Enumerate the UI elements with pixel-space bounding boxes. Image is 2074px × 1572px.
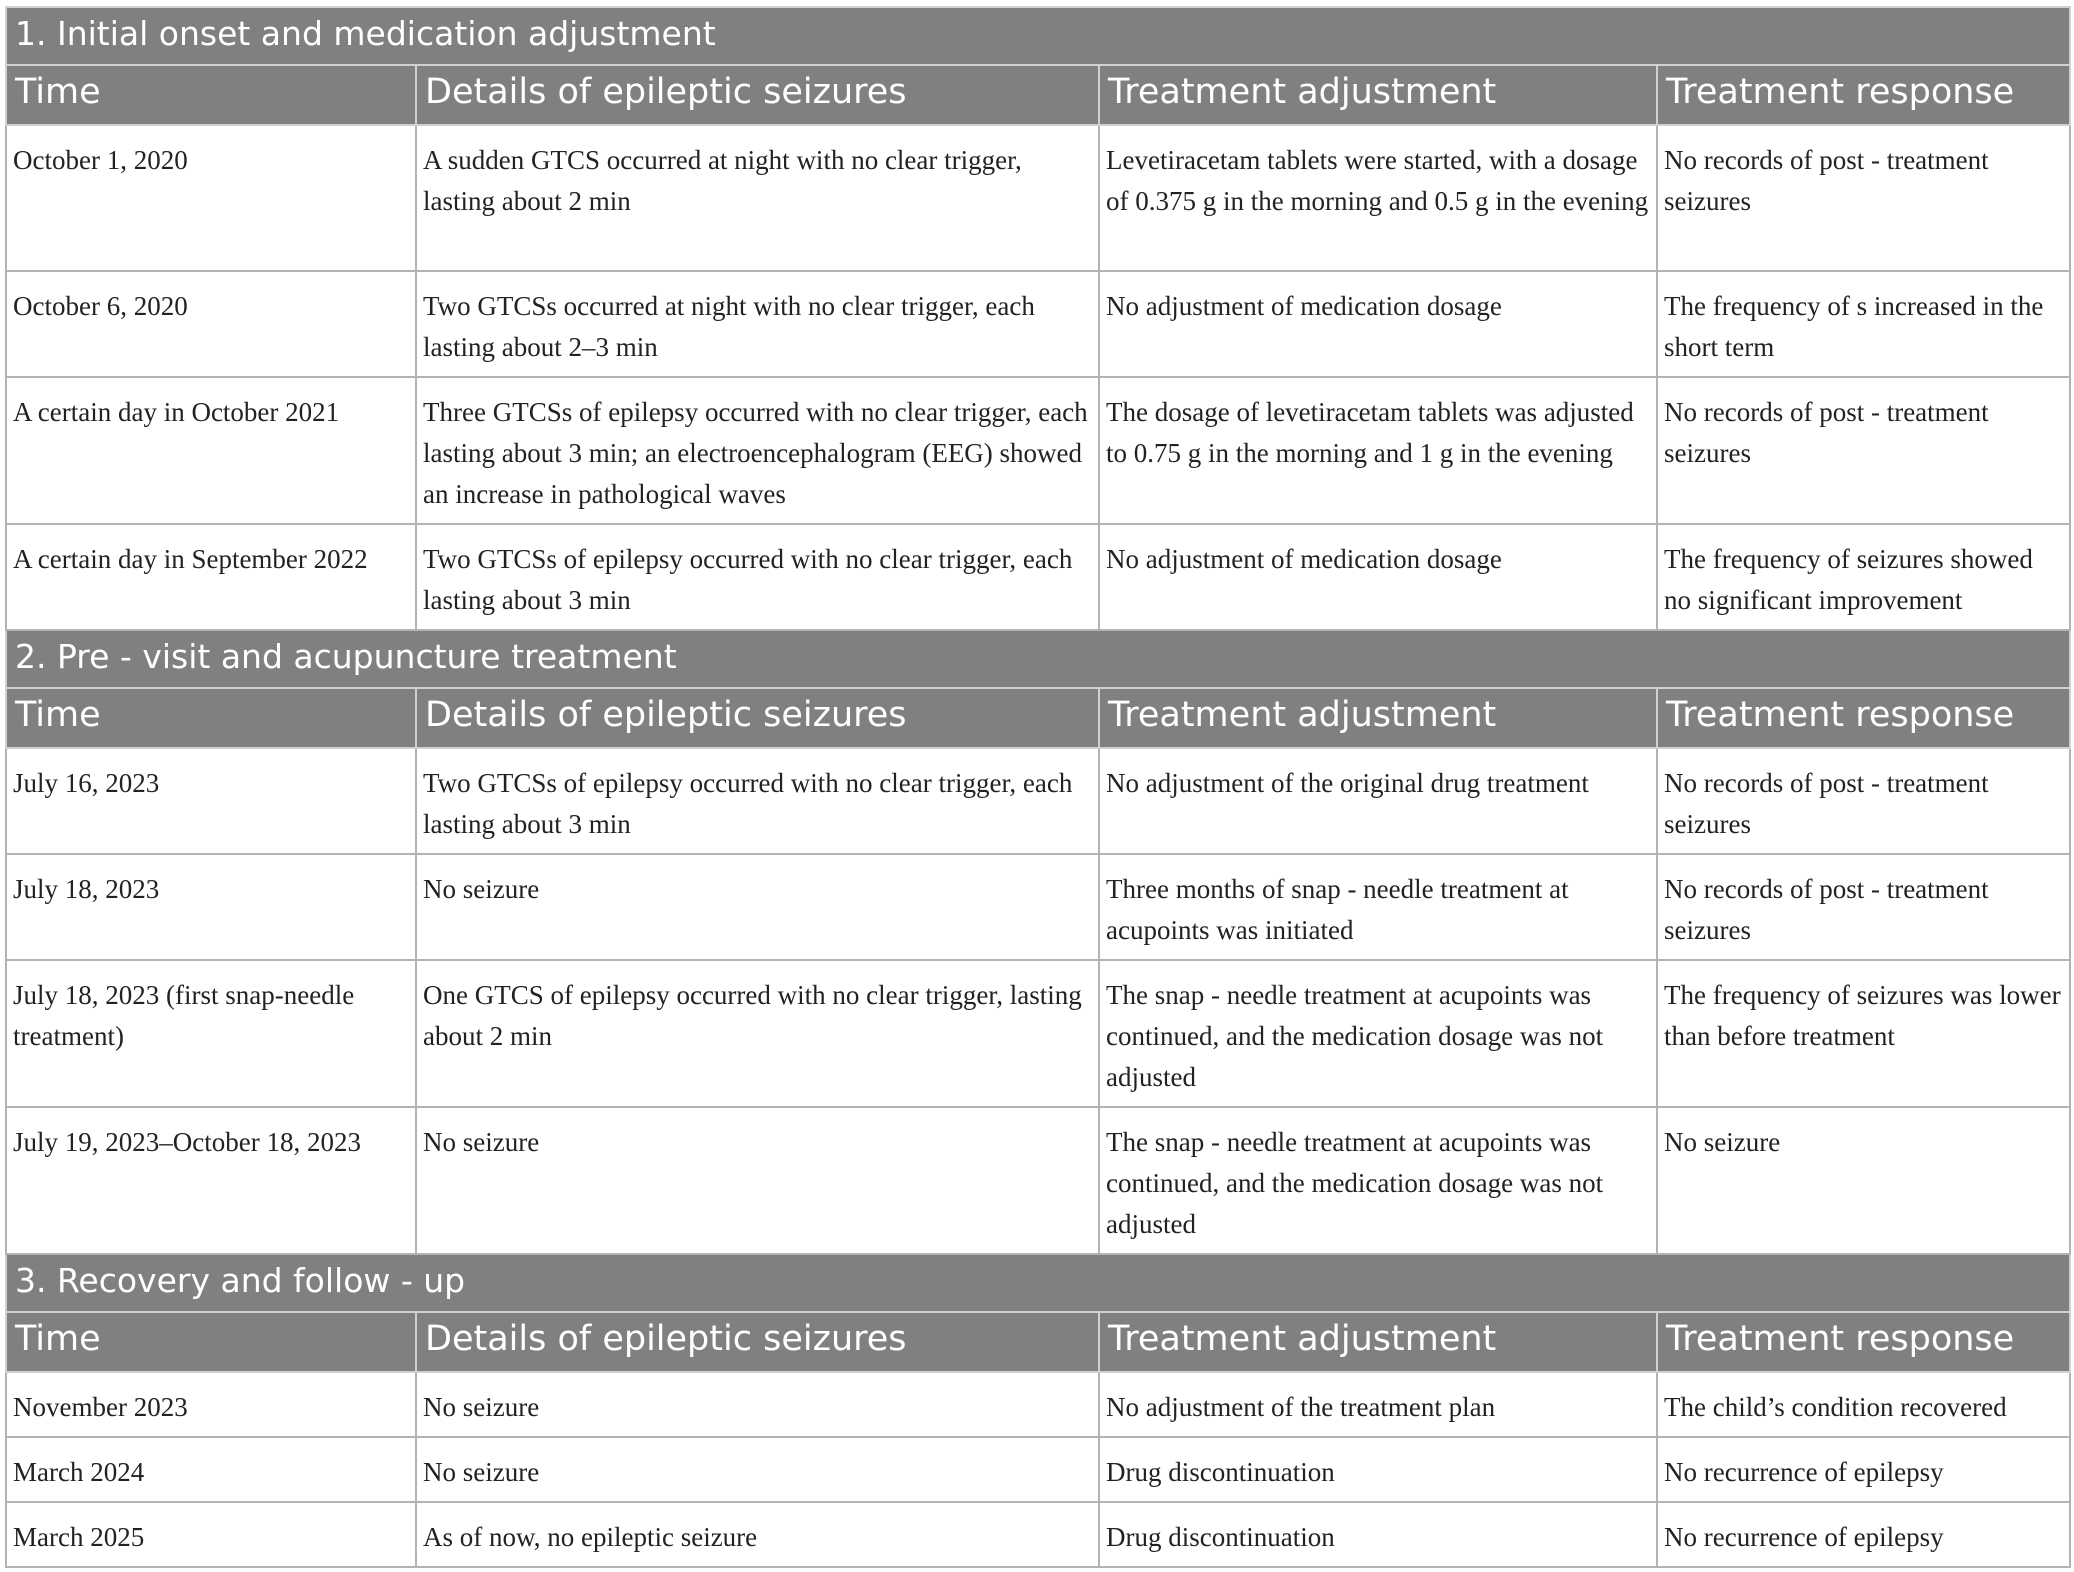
cell-details: As of now, no epileptic seizure [416,1502,1099,1567]
cell-time: March 2024 [6,1437,416,1502]
cell-adjustment: The snap - needle treatment at acupoints was continued, and the medication dosage was not adjusted [1099,1107,1657,1254]
table-row [6,748,2070,854]
cell-response: No recurrence of epilepsy [1657,1502,2070,1567]
cell-details: No seizure [416,1107,1099,1254]
cell-time: October 1, 2020 [6,125,416,271]
header-response: Treatment response [1657,1312,2070,1372]
cell-details: Two GTCSs of epilepsy occurred with no clear trigger, each lasting about 3 min [416,524,1099,630]
cell-response: The child’s condition recovered [1657,1372,2070,1437]
cell-adjustment: The snap - needle treatment at acupoints was continued, and the medication dosage was not adjusted [1099,960,1657,1107]
cell-details: No seizure [416,1372,1099,1437]
cell-time: July 16, 2023 [6,748,416,854]
header-time: Time [6,1312,416,1372]
header-adjustment: Treatment adjustment [1099,65,1657,125]
table-row [6,960,2070,1107]
header-time: Time [6,688,416,748]
table-row [6,1107,2070,1254]
header-response: Treatment response [1657,688,2070,748]
cell-response: The frequency of s increased in the short term [1657,271,2070,377]
cell-response: The frequency of seizures showed no significant improvement [1657,524,2070,630]
table-row [6,524,2070,630]
cell-time: July 18, 2023 (first snap-needle treatment) [6,960,416,1107]
section-title: 2. Pre - visit and acupuncture treatment [6,630,2070,688]
column-header-row [6,688,2070,748]
cell-details: Three GTCSs of epilepsy occurred with no clear trigger, each lasting about 3 min; an electroencephalogram (EEG) showed an increase in pathological waves [416,377,1099,524]
table-row [6,377,2070,524]
cell-details: A sudden GTCS occurred at night with no clear trigger, lasting about 2 min [416,125,1099,271]
cell-adjustment: No adjustment of medication dosage [1099,524,1657,630]
table-row [6,1372,2070,1437]
cell-adjustment: No adjustment of medication dosage [1099,271,1657,377]
cell-response: No records of post - treatment seizures [1657,125,2070,271]
cell-details: One GTCS of epilepsy occurred with no clear trigger, lasting about 2 min [416,960,1099,1107]
header-time: Time [6,65,416,125]
header-details: Details of epileptic seizures [416,688,1099,748]
timeline-table [5,6,2071,1568]
table-row [6,125,2070,271]
table-row [6,1437,2070,1502]
table-row [6,1502,2070,1567]
header-adjustment: Treatment adjustment [1099,1312,1657,1372]
cell-time: A certain day in September 2022 [6,524,416,630]
section-3 [6,1254,2070,1567]
header-details: Details of epileptic seizures [416,1312,1099,1372]
cell-time: October 6, 2020 [6,271,416,377]
column-header-row [6,1312,2070,1372]
cell-response: The frequency of seizures was lower than before treatment [1657,960,2070,1107]
cell-time: July 19, 2023–October 18, 2023 [6,1107,416,1254]
cell-time: March 2025 [6,1502,416,1567]
header-details: Details of epileptic seizures [416,65,1099,125]
column-header-row [6,65,2070,125]
table-row [6,271,2070,377]
header-adjustment: Treatment adjustment [1099,688,1657,748]
header-response: Treatment response [1657,65,2070,125]
cell-details: No seizure [416,1437,1099,1502]
cell-adjustment: Three months of snap - needle treatment at acupoints was initiated [1099,854,1657,960]
cell-response: No records of post - treatment seizures [1657,748,2070,854]
cell-response: No records of post - treatment seizures [1657,377,2070,524]
cell-time: A certain day in October 2021 [6,377,416,524]
cell-time: November 2023 [6,1372,416,1437]
cell-time: July 18, 2023 [6,854,416,960]
cell-response: No records of post - treatment seizures [1657,854,2070,960]
table-row [6,854,2070,960]
section-2 [6,630,2070,1254]
cell-adjustment: Drug discontinuation [1099,1437,1657,1502]
cell-adjustment: The dosage of levetiracetam tablets was adjusted to 0.75 g in the morning and 1 g in the evening [1099,377,1657,524]
cell-adjustment: No adjustment of the treatment plan [1099,1372,1657,1437]
section-title: 1. Initial onset and medication adjustment [6,7,2070,65]
cell-details: Two GTCSs of epilepsy occurred with no clear trigger, each lasting about 3 min [416,748,1099,854]
cell-adjustment: No adjustment of the original drug treatment [1099,748,1657,854]
cell-details: Two GTCSs occurred at night with no clear trigger, each lasting about 2–3 min [416,271,1099,377]
cell-response: No seizure [1657,1107,2070,1254]
cell-adjustment: Drug discontinuation [1099,1502,1657,1567]
section-1 [6,7,2070,630]
cell-response: No recurrence of epilepsy [1657,1437,2070,1502]
table-container [5,6,2069,1568]
section-title: 3. Recovery and follow - up [6,1254,2070,1312]
cell-adjustment: Levetiracetam tablets were started, with a dosage of 0.375 g in the morning and 0.5 g in the evening [1099,125,1657,271]
cell-details: No seizure [416,854,1099,960]
